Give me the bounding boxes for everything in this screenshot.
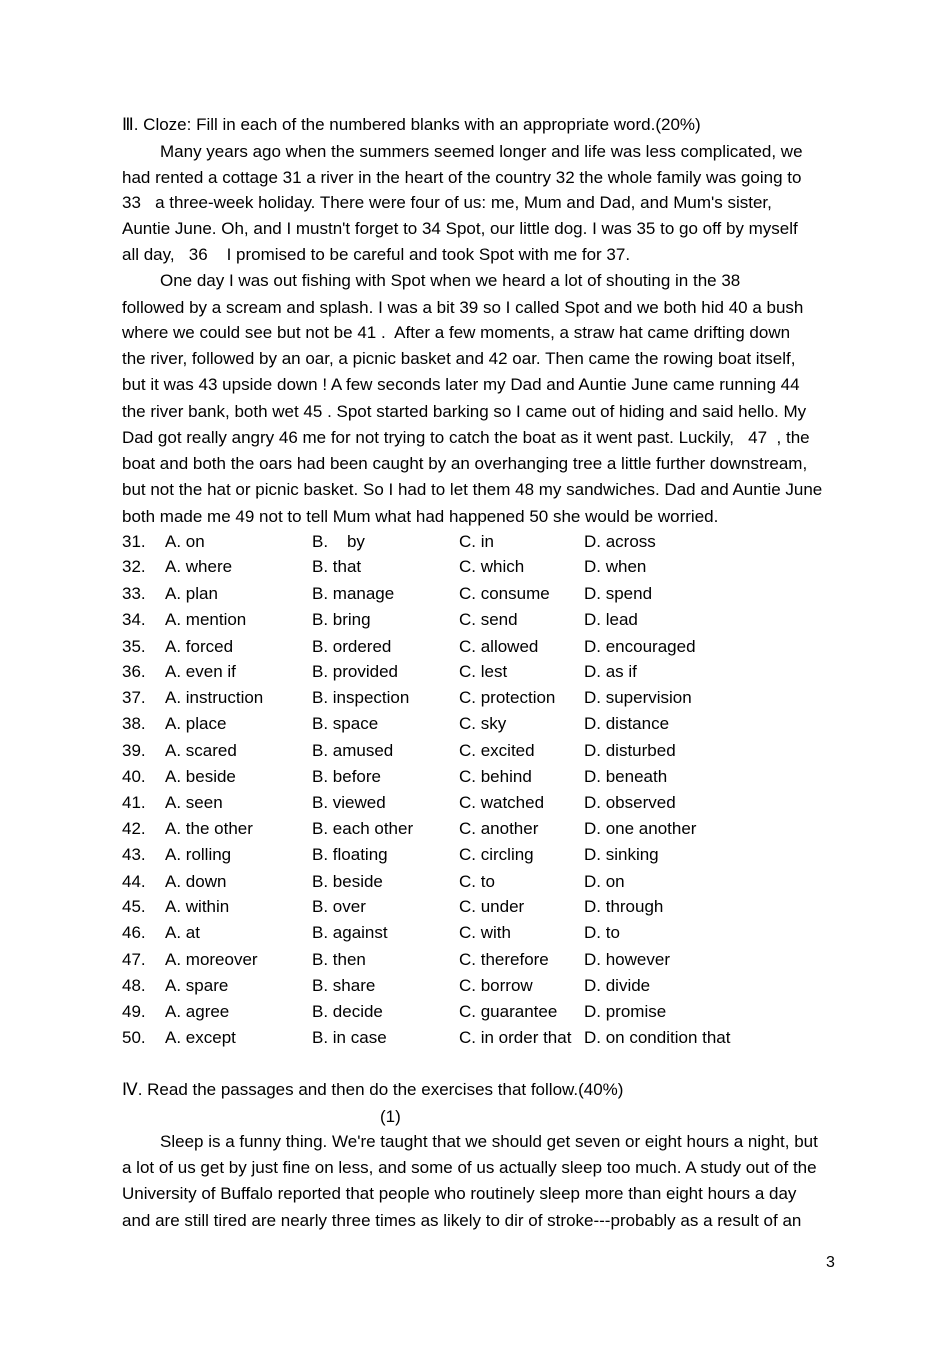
option-b: B. decide <box>312 1002 383 1021</box>
option-b: B. viewed <box>312 793 386 812</box>
option-a: A. even if <box>165 662 236 681</box>
question-number: 34. <box>122 610 146 629</box>
question-number: 37. <box>122 688 146 707</box>
option-row <box>122 662 637 682</box>
option-c: C. borrow <box>459 976 533 995</box>
option-row <box>122 1002 667 1022</box>
option-b: B. share <box>312 976 376 995</box>
option-row <box>122 557 647 577</box>
page-number: 3 <box>826 1254 835 1271</box>
question-number: 42. <box>122 819 146 838</box>
option-a: A. down <box>165 872 227 891</box>
passage-line: a lot of us get by just fine on less, and some of us actually sleep too much. A study out of the <box>122 1158 817 1177</box>
option-a: A. instruction <box>165 688 264 707</box>
passage-line: followed by a scream and splash. I was a bit 39 so I called Spot and we both hid 40 a bush <box>122 298 804 317</box>
option-c: C. allowed <box>459 637 539 656</box>
question-number: 38. <box>122 714 146 733</box>
option-c: C. under <box>459 897 525 916</box>
section-3-heading: Ⅲ. Cloze: Fill in each of the numbered blanks with an appropriate word.(20%) <box>122 115 701 134</box>
passage-line: had rented a cottage 31 a river in the heart of the country 32 the whole family was going to <box>122 168 802 187</box>
passage-line: and are still tired are nearly three times as likely to dir of stroke---probably as a result of an <box>122 1211 802 1230</box>
option-c: C. which <box>459 557 525 576</box>
passage-line: Sleep is a funny thing. We're taught that we should get seven or eight hours a night, but <box>160 1132 818 1151</box>
option-row <box>122 610 638 630</box>
option-d: D. supervision <box>584 688 692 707</box>
option-b: B. inspection <box>312 688 410 707</box>
option-a: A. spare <box>165 976 229 995</box>
option-row <box>122 767 668 787</box>
option-d: D. disturbed <box>584 741 676 760</box>
option-b: B. ordered <box>312 637 392 656</box>
passage-line: all day, 36 I promised to be careful and took Spot with me for 37. <box>122 245 631 264</box>
option-row <box>122 793 676 813</box>
passage-line: the river bank, both wet 45 . Spot started barking so I came out of hiding and said hello. My <box>122 402 807 421</box>
option-c: C. in order that <box>459 1028 572 1047</box>
option-d: D. beneath <box>584 767 668 786</box>
option-row <box>122 637 696 657</box>
passage-line: the river, followed by an oar, a picnic basket and 42 oar. Then came the rowing boat itself, <box>122 349 796 368</box>
passage-line: both made me 49 not to tell Mum what had happened 50 she would be worried. <box>122 507 719 526</box>
question-number: 45. <box>122 897 146 916</box>
option-b: B. before <box>312 767 381 786</box>
option-d: D. distance <box>584 714 670 733</box>
option-d: D. observed <box>584 793 676 812</box>
option-row <box>122 872 625 892</box>
option-a: A. forced <box>165 637 234 656</box>
question-number: 39. <box>122 741 146 760</box>
question-number: 32. <box>122 557 146 576</box>
question-number: 35. <box>122 637 146 656</box>
option-a: A. on <box>165 532 205 551</box>
option-a: A. rolling <box>165 845 232 864</box>
option-row <box>122 1028 731 1048</box>
option-a: A. beside <box>165 767 236 786</box>
option-b: B. provided <box>312 662 398 681</box>
option-a: A. plan <box>165 584 218 603</box>
option-b: B. amused <box>312 741 394 760</box>
option-c: C. protection <box>459 688 556 707</box>
option-a: A. moreover <box>165 950 258 969</box>
option-a: A. at <box>165 923 200 942</box>
option-row <box>122 923 620 943</box>
option-d: D. as if <box>584 662 637 681</box>
option-row <box>122 819 697 839</box>
option-c: C. to <box>459 872 495 891</box>
option-d: D. spend <box>584 584 653 603</box>
option-d: D. through <box>584 897 664 916</box>
option-c: C. in <box>459 532 494 551</box>
option-c: C. circling <box>459 845 534 864</box>
option-d: D. lead <box>584 610 638 629</box>
option-d: D. on <box>584 872 625 891</box>
option-d: D. across <box>584 532 656 551</box>
option-b: B. space <box>312 714 379 733</box>
option-a: A. within <box>165 897 230 916</box>
option-a: A. the other <box>165 819 253 838</box>
option-b: B. in case <box>312 1028 387 1047</box>
option-row <box>122 741 676 761</box>
passage-line: Dad got really angry 46 me for not trying to catch the boat as it went past. Luckily, 47 , the <box>122 428 810 447</box>
option-a: A. where <box>165 557 233 576</box>
option-d: D. promise <box>584 1002 667 1021</box>
option-d: D. one another <box>584 819 697 838</box>
option-b: B. beside <box>312 872 383 891</box>
passage-line: University of Buffalo reported that people who routinely sleep more than eight hours a day <box>122 1184 797 1203</box>
option-c: C. consume <box>459 584 550 603</box>
option-b: B. each other <box>312 819 414 838</box>
passage-line: Many years ago when the summers seemed longer and life was less complicated, we <box>160 142 803 161</box>
option-row <box>122 584 653 604</box>
option-c: C. lest <box>459 662 508 681</box>
option-b: B. that <box>312 557 362 576</box>
question-number: 48. <box>122 976 146 995</box>
option-a: A. place <box>165 714 227 733</box>
option-b: B. manage <box>312 584 395 603</box>
option-c: C. guarantee <box>459 1002 558 1021</box>
option-a: A. scared <box>165 741 237 760</box>
option-d: D. encouraged <box>584 637 696 656</box>
option-b: B. by <box>312 532 365 551</box>
option-c: C. send <box>459 610 518 629</box>
option-row <box>122 845 659 865</box>
passage-line: where we could see but not be 41 . After a few moments, a straw hat came drifting down <box>122 323 791 342</box>
option-c: C. behind <box>459 767 532 786</box>
passage-line: but it was 43 upside down ! A few seconds later my Dad and Auntie June came running 44 <box>122 375 800 394</box>
question-number: 44. <box>122 872 146 891</box>
option-d: D. divide <box>584 976 651 995</box>
option-c: C. another <box>459 819 539 838</box>
question-number: 40. <box>122 767 146 786</box>
question-number: 36. <box>122 662 146 681</box>
option-c: C. sky <box>459 714 507 733</box>
question-number: 43. <box>122 845 146 864</box>
passage-line: One day I was out fishing with Spot when we heard a lot of shouting in the 38 <box>160 271 741 290</box>
option-b: B. bring <box>312 610 371 629</box>
option-b: B. over <box>312 897 366 916</box>
question-number: 47. <box>122 950 146 969</box>
option-a: A. except <box>165 1028 236 1047</box>
option-d: D. when <box>584 557 647 576</box>
question-number: 41. <box>122 793 146 812</box>
option-c: C. excited <box>459 741 535 760</box>
option-c: C. therefore <box>459 950 549 969</box>
option-a: A. seen <box>165 793 223 812</box>
section-4-heading: Ⅳ. Read the passages and then do the exercises that follow.(40%) <box>122 1080 624 1099</box>
question-number: 46. <box>122 923 146 942</box>
option-d: D. sinking <box>584 845 659 864</box>
option-d: D. on condition that <box>584 1028 731 1047</box>
option-row <box>122 688 692 708</box>
question-number: 33. <box>122 584 146 603</box>
option-b: B. against <box>312 923 388 942</box>
option-a: A. mention <box>165 610 247 629</box>
passage-number: (1) <box>380 1107 401 1126</box>
passage-line: 33 a three-week holiday. There were four of us: me, Mum and Dad, and Mum's sister, <box>122 193 772 212</box>
option-d: D. however <box>584 950 670 969</box>
option-a: A. agree <box>165 1002 230 1021</box>
passage-line: boat and both the oars had been caught by an overhanging tree a little further downstream, <box>122 454 808 473</box>
option-row <box>122 532 656 552</box>
passage-line: but not the hat or picnic basket. So I had to let them 48 my sandwiches. Dad and Auntie June <box>122 480 823 499</box>
option-b: B. then <box>312 950 366 969</box>
question-number: 31. <box>122 532 146 551</box>
question-number: 50. <box>122 1028 146 1047</box>
passage-line: Auntie June. Oh, and I mustn't forget to 34 Spot, our little dog. I was 35 to go off by myself <box>122 219 798 238</box>
option-c: C. with <box>459 923 511 942</box>
option-b: B. floating <box>312 845 388 864</box>
option-c: C. watched <box>459 793 545 812</box>
question-number: 49. <box>122 1002 146 1021</box>
option-row <box>122 897 664 917</box>
option-row <box>122 950 670 970</box>
option-d: D. to <box>584 923 620 942</box>
option-row <box>122 976 651 996</box>
option-row <box>122 714 670 734</box>
